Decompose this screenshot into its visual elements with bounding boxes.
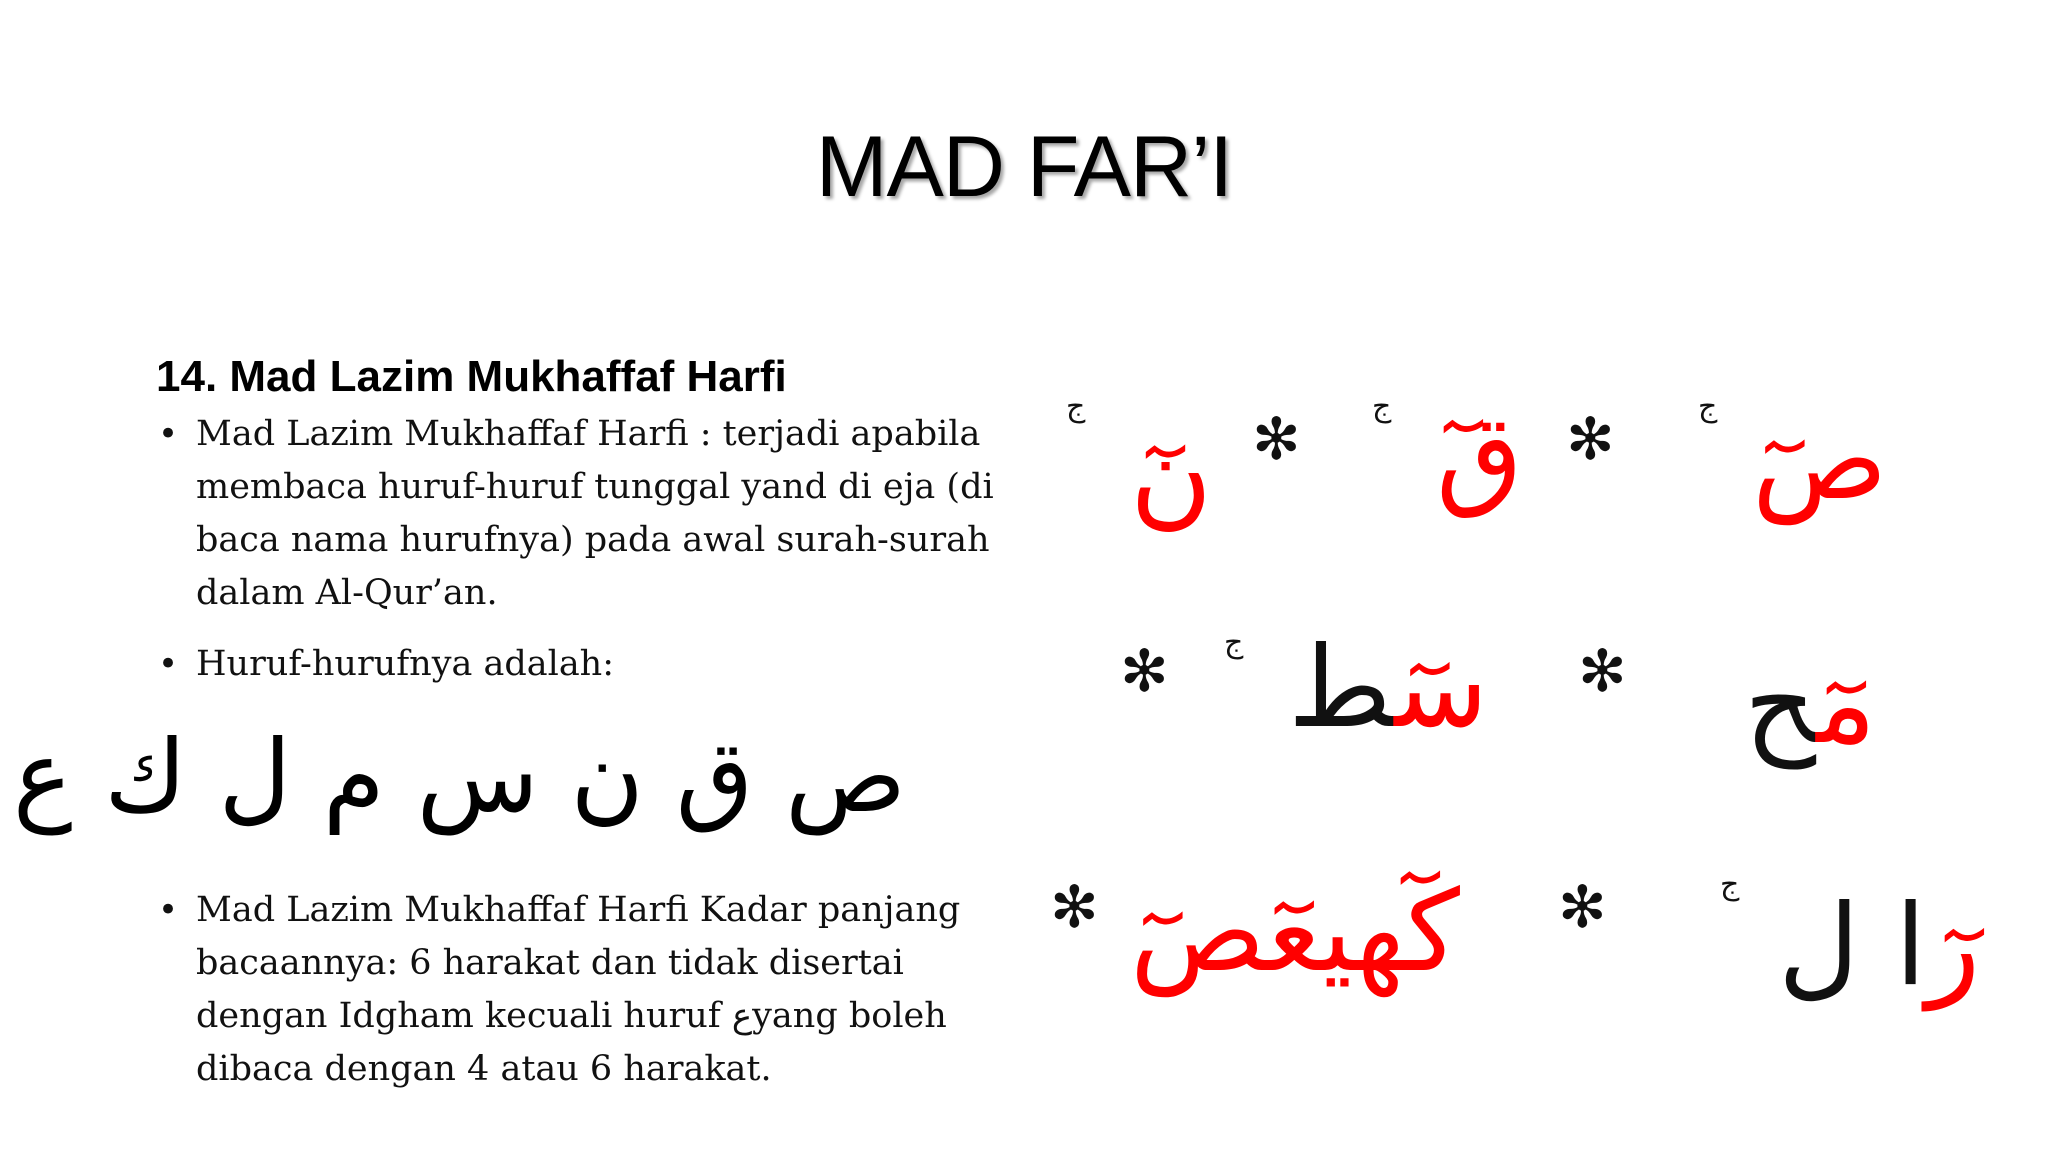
bullet-dot: • [158, 414, 179, 454]
bullet-text: Mad Lazim Mukhaffaf Harfi : terjadi apabila membaca huruf-huruf tunggal yand di eja (di baca nama hurufnya) pada awal surah-surah dalam Al-Qur’an. [196, 414, 994, 613]
bullet-duration [156, 884, 1046, 1096]
separator-star: ✻ [1558, 873, 1607, 941]
slide-title: MAD FAR’I [815, 119, 1233, 215]
example-kaf-ha-ya-ain-shad: كٓهيعٓصٓ [1130, 867, 1460, 997]
jim-marker: ج [1066, 389, 1086, 424]
ha-mim-black-part: ح [1744, 639, 1817, 769]
alif-lam-ra-red-part: رٓ [1926, 881, 1981, 1011]
jim-marker: ج [1372, 389, 1392, 424]
jim-marker: ج [1224, 625, 1244, 660]
content-left [156, 352, 1006, 691]
tha-sin-black-part: ط [1288, 623, 1395, 753]
tha-sin-red-part: سٓ [1394, 623, 1489, 753]
separator-star: ✻ [1566, 405, 1615, 473]
bullet-text: Huruf-hurufnya adalah: [196, 644, 615, 684]
examples-grid [1030, 370, 2030, 1070]
bullet-text-before: Mad Lazim Mukhaffaf Harfi Kadar panjang bacaannya: 6 harakat dan tidak disertai dengan Idgham kecuali huruf [196, 890, 961, 1036]
example-tha-sin [1288, 623, 1489, 753]
bullet-text-after: yang boleh dibaca dengan 4 atau 6 harakat. [196, 996, 947, 1089]
separator-star: ✻ [1120, 637, 1169, 705]
example-ha-mim [1744, 639, 1877, 769]
separator-star: ✻ [1578, 637, 1627, 705]
arabic-letter-list: ص ق ن س م ل ك ع [12, 718, 906, 835]
arabic-ain-letter: ع [731, 996, 753, 1036]
bullet-dot: • [158, 644, 179, 684]
jim-marker: ج [1698, 389, 1718, 424]
example-alif-lam-ra [1778, 881, 1981, 1011]
example-shad: صٓ [1752, 395, 1888, 525]
jim-marker: ج [1720, 867, 1740, 902]
alif-lam-ra-black-part: ا ل [1778, 881, 1927, 1011]
example-qaf: قٓ [1436, 391, 1523, 521]
separator-star: ✻ [1050, 873, 1099, 941]
section-heading: 14. Mad Lazim Mukhaffaf Harfi [156, 352, 787, 401]
ha-mim-red-part: مٓ [1816, 639, 1877, 769]
bullet-dot: • [158, 890, 179, 930]
bullet-definition [156, 408, 1006, 620]
bullet-letters-intro [156, 638, 1006, 691]
separator-star: ✻ [1252, 405, 1301, 473]
example-nun: نٓ [1130, 411, 1213, 541]
